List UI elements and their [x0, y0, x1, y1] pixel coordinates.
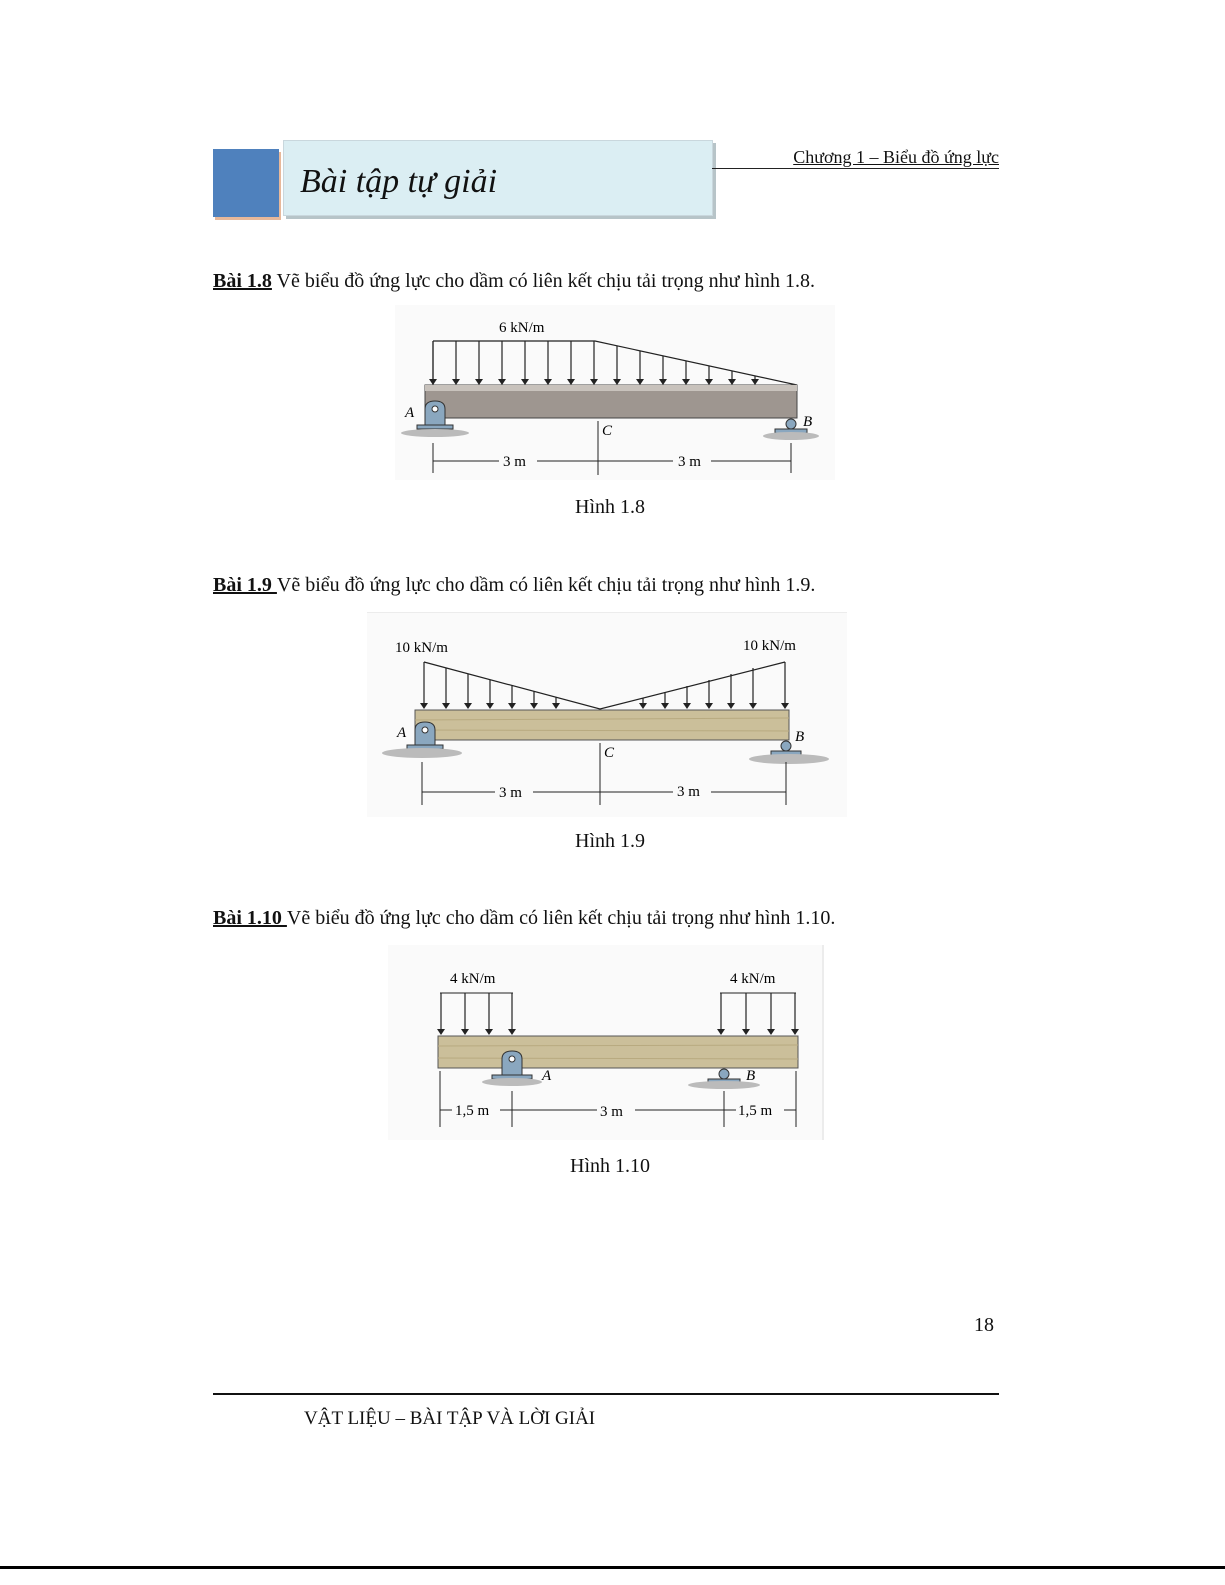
problem-number: Bài 1.9	[213, 574, 277, 596]
dim-label-1: 3 m	[503, 454, 526, 470]
page-bottom-edge	[0, 1566, 1225, 1569]
load-right-label: 10 kN/m	[743, 638, 796, 654]
figure-caption: Hình 1.9	[575, 830, 645, 852]
beam	[415, 710, 789, 740]
load-left-label: 4 kN/m	[450, 971, 496, 987]
beam	[438, 1036, 798, 1068]
label-a: A	[405, 405, 415, 421]
problem-number: Bài 1.8	[213, 270, 272, 292]
label-c: C	[602, 423, 613, 439]
label-c: C	[604, 745, 615, 761]
figure-1-9	[367, 612, 847, 817]
problem-text: Vẽ biểu đồ ứng lực cho dầm có liên kết chịu tải trọng như hình 1.8.	[271, 270, 816, 292]
figure-1-8	[395, 305, 835, 480]
dim-label-2: 3 m	[600, 1104, 623, 1120]
label-a: A	[542, 1068, 552, 1084]
section-title: Bài tập tự giải	[300, 163, 498, 200]
load-right-label: 4 kN/m	[730, 971, 776, 987]
figure-1-10	[388, 945, 824, 1140]
problem-1-10-statement	[213, 907, 835, 930]
figure-caption: Hình 1.10	[570, 1155, 650, 1177]
load-label: 6 kN/m	[499, 320, 545, 336]
footer-rule	[213, 1393, 999, 1395]
dim-label-1: 1,5 m	[455, 1103, 490, 1119]
dim-label-2: 3 m	[678, 454, 701, 470]
problem-1-9-statement	[213, 574, 815, 597]
footer-book-title: VẬT LIỆU – BÀI TẬP VÀ LỜI GIẢI	[304, 1408, 596, 1429]
dim-label-2: 3 m	[677, 784, 700, 800]
chapter-heading: Chương 1 – Biểu đồ ứng lực	[793, 147, 999, 167]
problem-text: Vẽ biểu đồ ứng lực cho dầm có liên kết chịu tải trọng như hình 1.9.	[276, 574, 816, 596]
section-color-block	[213, 149, 279, 217]
dim-label-1: 3 m	[499, 785, 522, 801]
figure-caption: Hình 1.8	[575, 496, 645, 518]
problem-number: Bài 1.10	[213, 907, 287, 929]
load-left-label: 10 kN/m	[395, 640, 448, 656]
problem-text: Vẽ biểu đồ ứng lực cho dầm có liên kết chịu tải trọng như hình 1.10.	[286, 907, 836, 929]
page-number: 18	[974, 1314, 994, 1336]
label-b: B	[795, 729, 805, 745]
problem-1-8-statement	[213, 270, 815, 293]
label-a: A	[397, 725, 407, 741]
label-b: B	[746, 1068, 756, 1084]
dim-label-3: 1,5 m	[738, 1103, 773, 1119]
label-b: B	[803, 414, 813, 430]
chapter-rule	[712, 168, 999, 169]
